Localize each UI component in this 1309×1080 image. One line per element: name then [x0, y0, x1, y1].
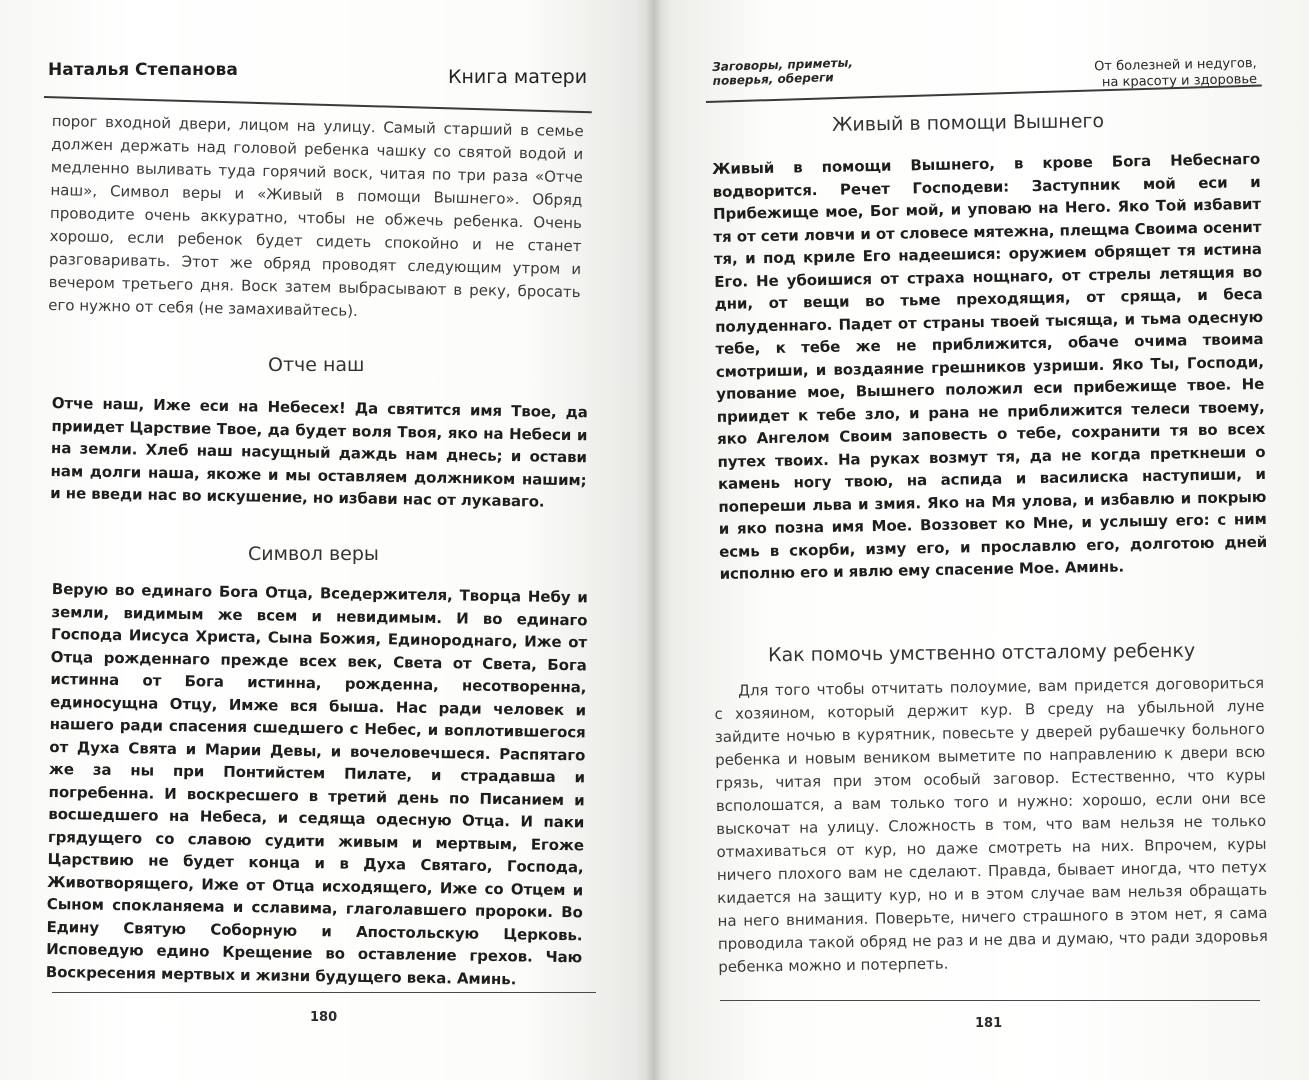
footer-rule [52, 992, 596, 993]
heading-psalm: Живый в помощи Вышнего [831, 110, 1105, 136]
heading-lords-prayer: Отче наш [268, 354, 365, 376]
page-number: 180 [310, 1010, 338, 1025]
page-number: 181 [975, 1016, 1003, 1031]
running-head-book-title: Книга матери [448, 66, 588, 88]
footer-rule [720, 1000, 1260, 1001]
advice-paragraph: Для того чтобы отчитать полоумие, вам придется договориться с хозяином, который держит кур. В среду на убыльной луне зайдите ночью в курятник, повесьте у дверей рубашечку больного ребенка и новым веником выметите по направлению к двери всю грязь, читая при этом особый заговор. Естественно, что куры всполошатся, а вам только того и нужно: хорошо, если они все выскочат на улицу. Сложность в том, что вам нельзя не только отмахиваться от кур, но даже смотреть на них. Впрочем, куры ничего плохого вам не сделают. Правда, бывает иногда, что петух кидается на защиту кур, но и в этом случае вам нельзя обращать на него внимания. Поверьте, ничего страшного в этом нет, я сама проводила такой обряд не раз и не два и думаю, что ради здоровья ребенка можно и потерпеть. [714, 673, 1268, 976]
heading-creed: Символ веры [248, 543, 379, 565]
lords-prayer-text: Отче наш, Иже еси на Небесех! Да святится имя Твое, да приидет Царствие Твое, да будет воля Твоя, яко на Небеси и на земли. Хлеб наш насущный даждь нам днесь; и остави нам долги наша, якоже и мы оставляем должником нашим; и не введи нас во искушение, но избави нас от лукаваго. [50, 393, 588, 511]
running-head-topic-line: на красоту и здоровье [1102, 71, 1258, 91]
book-gutter-shadow [646, 0, 662, 1080]
psalm-text: Живый в помощи Вышнего, в крове Бога Небеснаго водворится. Речет Господеви: Заступник мой еси и Прибежище мое, Бог мой, и уповаю на Него. Яко Той избавит тя от сети ловчи и от словесе мятежна, плещма Своима осенит тя, и под криле Его надеешися: оружием обрящет тя истина Его. Не убоишися от страха нощнаго, от стрелы летящия во дни, от вещи во тьме преходящия, от сряща, и беса полуденнаго. Падет от страны твоей тысяща, и тьма одесную тебе, к тебе же не приближится, обаче очима твоима смотриши, и воздаяние грешников узриши. Яко Ты, Господи, упование мое, Вышнего положил еси прибежище твое. Не приидет к тебе зло, и рана не приближится телеси твоему, яко Ангелом Своим заповесть о тебе, сохранити тя во всех путех твоих. На руках возмут тя, да не когда преткнеши о камень ногу твою, на аспида и василиска наступиши, и попереши льва и змия. Яко на Мя улова, и избавлю и покрыю и яко позна имя Мое. Воззовет ко Мне, и услышу его: с ним есмь в скорби, изму его, и прославлю его, долготою дней исполню его и явлю ему спасение Мое. Аминь. [712, 149, 1268, 583]
left-page [0, 0, 654, 1080]
creed-text: Верую во единаго Бога Отца, Вседержителя, Творца Небу и земли, видимым же всем и невидимым. И во единаго Господа Иисуса Христа, Сына Божия, Единороднаго, Иже от Отца рожденнаго прежде всех век, Света от Света, Бога истинна от Бога истинна, рожденна, несотворенна, единосущна Отцу, Имже вся быша. Нас ради человек и нашего ради спасения сшедшего с Небес, и воплотившегося от Духа Свята и Марии Девы, и вочеловечшеся. Распятаго же за ны при Понтийстем Пилате, и страдавша и погребенна. И воскресшего в третий день по Писанием и восшедшего на Небеса, и седяща одесную Отца. И паки грядущего со славою судити живым и мертвым, Егоже Царствию не будет конца и в Духа Святаго, Господа, Животворящего, Иже от Отца исходящего, Иже со Отцем и Сыном спокланяема и сславима, глаголавшего пророки. Во Едину Святую Соборную и Апостольскую Церковь. Исповедую едино Крещение во оставление грехов. Чаю Воскресения мертвых и жизни будущего века. Аминь. [45, 579, 588, 988]
running-head-author: Наталья Степанова [48, 60, 238, 80]
running-head-section-line: поверья, обереги [712, 70, 834, 88]
running-head-section-line: Заговоры, приметы, [712, 55, 854, 74]
running-head-section [712, 56, 854, 88]
heading-advice: Как помочь умственно отсталому ребенку [767, 639, 1196, 667]
running-head-topic-line: От болезней и недугов, [1094, 56, 1258, 75]
intro-paragraph: порог входной двери, лицом на улицу. Самый старший в семье должен держать над головой ребенка чашку со святой водой и медленно выливать туда горячий воск, читая по три раза «Отче наш», Символ веры и «Живый в помощи Вышнего». Обряд проводите очень аккуратно, чтобы не обжечь ребенка. Очень хорошо, если ребенок будет сидеть спокойно и не станет разговаривать. Этот же обряд проводят следующим утром и вечером третьего дня. Воск затем выбрасывают в реку, бросать его нужно от себя (не замахивайтесь). [48, 111, 584, 320]
